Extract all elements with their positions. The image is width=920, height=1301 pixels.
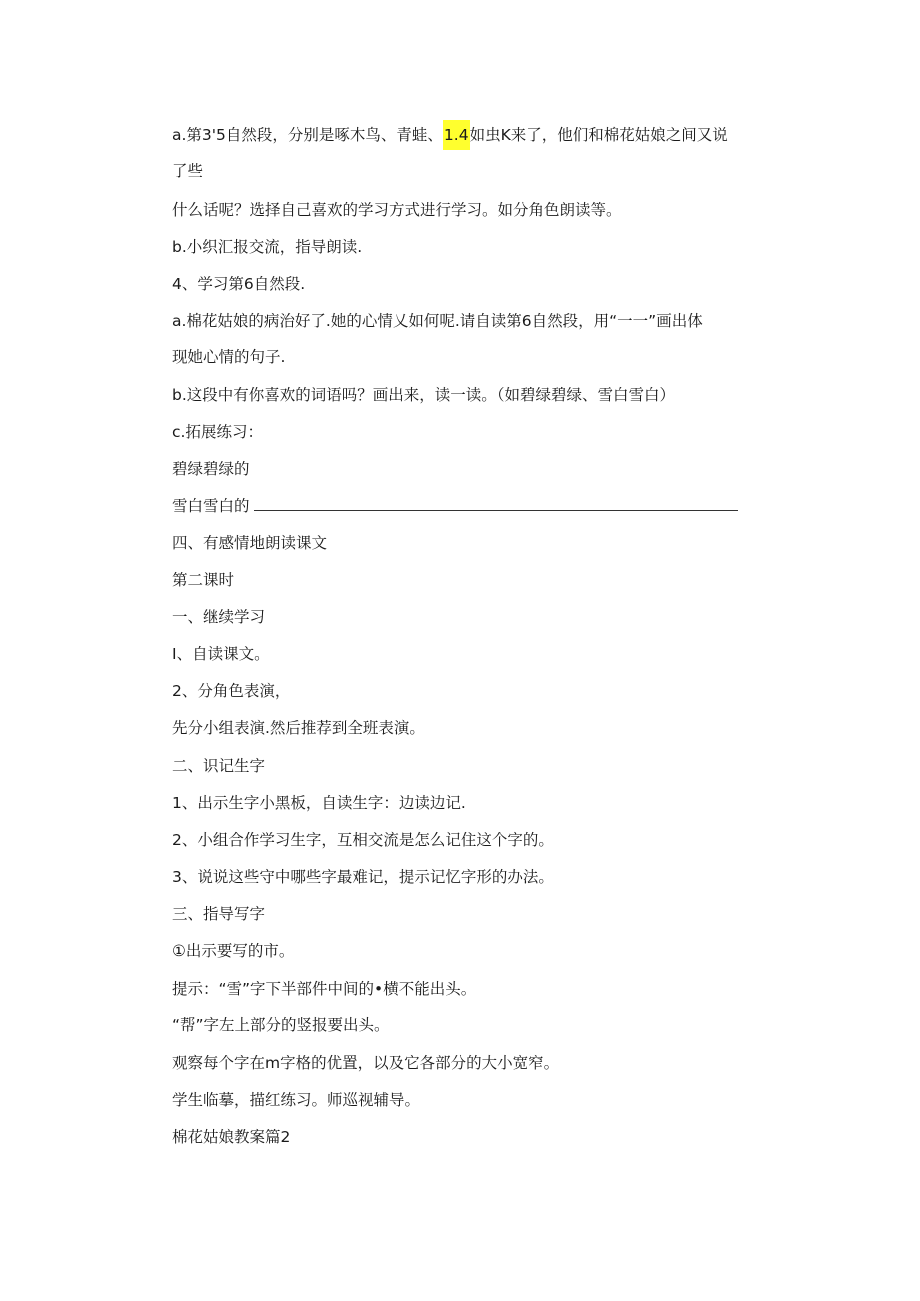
paragraph-line-27: 学生临摹，描红练习。师巡视辅导。 [172, 1091, 421, 1109]
section-heading-4: 四、有感情地朗读课文 [172, 534, 328, 552]
paragraph-line-5: 4、学习第6自然段. [172, 275, 306, 293]
paragraph-line-25: “帮”字左上部分的竖报要出头。 [172, 1016, 390, 1034]
paragraph-line-26: 观察每个字在m字格的优置，以及它各部分的大小宽窄。 [172, 1054, 560, 1072]
paragraph-line-8: b.这段中有你喜欢的词语吗？画出来，读一读。（如碧绿碧绿、雪白雪白） [172, 386, 676, 404]
paragraph-line-6: a.棉花姑娘的病治好了.她的心情乂如何呢.请自读第6自然段，用“一一”画出体 [172, 312, 703, 330]
section-heading-characters: 二、识记生字 [172, 757, 266, 775]
line-1-end: 如虫K来了，他们和棉花姑娘之间又说 [469, 126, 728, 144]
fill-in-blank-line [254, 496, 738, 511]
fill-in-prompt: 雪白雪白的 [172, 497, 250, 515]
line-1-start: a.第3'5自然段，分别是啄木鸟、青蛙、 [172, 126, 443, 144]
paragraph-line-24: 提示：“雪”字下半部件中间的•横不能出头。 [172, 980, 477, 998]
paragraph-line-9: c.拓展练习： [172, 423, 263, 441]
paragraph-line-4: b.小织汇报交流，指导朗读. [172, 238, 363, 256]
paragraph-line-16: 2、分角色表演， [172, 682, 291, 700]
paragraph-line-2: 了些 [172, 162, 204, 180]
lesson-heading-2: 第二课时 [172, 571, 235, 589]
paragraph-line-20: 2、小组合作学习生字，互相交流是怎么记住这个字的。 [172, 831, 554, 849]
highlighted-text: 1.4 [443, 120, 470, 150]
paragraph-line-17: 先分小组表演.然后推荐到全班表演。 [172, 719, 425, 737]
paragraph-line-19: 1、出示生字小黑板，自读生字：边读边记. [172, 794, 466, 812]
paragraph-line-15: I、自读课文。 [172, 645, 270, 663]
paragraph-line-3: 什么话呢？选择自己喜欢的学习方式进行学习。如分角色朗读等。 [172, 201, 622, 219]
paragraph-line-7: 现她心情的句子. [172, 348, 286, 366]
next-section-title: 棉花姑娘教案篇2 [172, 1128, 291, 1146]
paragraph-line-23: ①出示要写的市。 [172, 942, 295, 960]
section-heading-writing: 三、指导写字 [172, 905, 266, 923]
paragraph-line-21: 3、说说这些守中哪些字最难记，提示记忆字形的办法。 [172, 868, 554, 886]
section-heading-continue: 一、继续学习 [172, 608, 266, 626]
paragraph-line-1 [172, 124, 728, 146]
paragraph-line-10: 碧绿碧绿的 [172, 460, 250, 478]
paragraph-line-11 [172, 495, 738, 517]
